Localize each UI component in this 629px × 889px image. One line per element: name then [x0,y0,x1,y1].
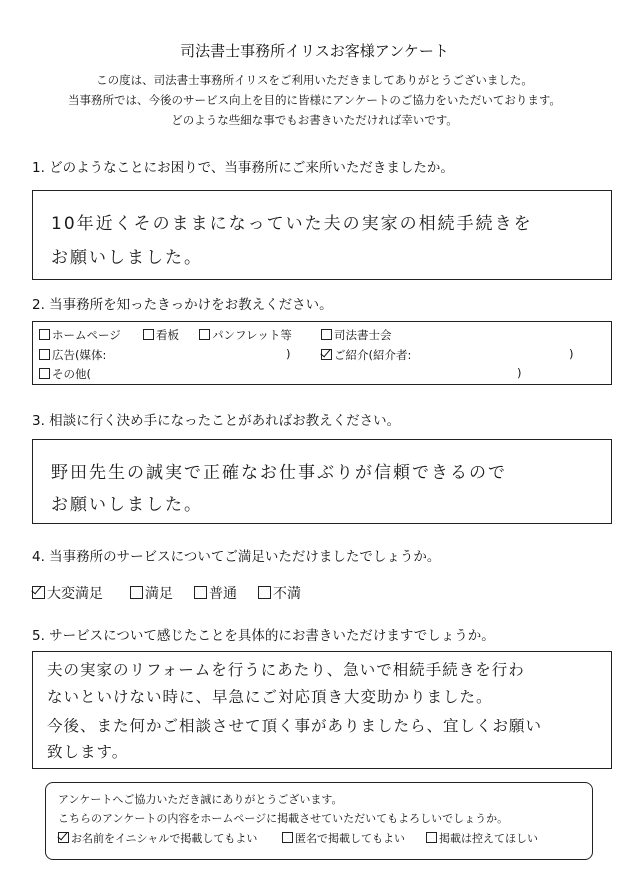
answer-box-1 [32,190,612,280]
intro-line-2: 当事務所では、今後のサービス向上を目的に皆様にアンケートのご協力をいただいております。 [68,93,561,107]
answer-box-5 [32,651,612,769]
footer-request: こちらのアンケートの内容をホームページに掲載させていただいてもよろしいでしょうか。 [58,812,509,825]
question-4: 4. 当事務所のサービスについてご満足いただけましたでしょうか。 [32,549,441,565]
option-signboard[interactable] [143,327,179,343]
satisfaction-unsatisfied[interactable] [258,583,301,603]
consent-anonymous-label: 匿名で掲載してもよい [295,832,405,845]
consent-decline-label: 掲載は控えてほしい [439,832,538,845]
checkbox-other[interactable] [39,368,50,379]
question-2: 2. 当事務所を知ったきっかけをお教えください。 [32,297,333,313]
satisfaction-normal-label: 普通 [209,586,237,602]
survey-title: 司法書士事務所イリスお客様アンケート [180,42,449,60]
referral-close-paren: ) [569,347,574,361]
answer-5-line-4: 致します。 [47,743,129,761]
intro-line-3: どのような些細な事でもお書きいただければ幸いです。 [171,113,458,127]
checkbox-homepage[interactable] [39,329,50,340]
option-association[interactable] [321,327,392,343]
option-pamphlet-label: パンフレット等 [212,328,292,342]
checkbox-very-satisfied[interactable] [32,586,45,599]
consent-anonymous[interactable] [282,830,405,846]
option-other[interactable] [39,366,91,382]
checkbox-pamphlet[interactable] [199,329,210,340]
ad-close-paren: ) [286,347,291,361]
option-association-label: 司法書士会 [334,328,392,342]
satisfaction-normal[interactable] [194,583,237,603]
option-homepage-label: ホームページ [52,328,121,342]
checkbox-satisfied[interactable] [130,586,143,599]
checkbox-normal[interactable] [194,586,207,599]
question-3: 3. 相談に行く決め手になったことがあればお教えください。 [32,413,401,429]
checkbox-ad[interactable] [39,349,50,360]
satisfaction-unsatisfied-label: 不満 [273,586,301,602]
question-1: 1. どのようなことにお困りで、当事務所にご来所いただきましたか。 [32,160,454,176]
option-referral[interactable] [321,347,411,363]
option-homepage[interactable] [39,327,121,343]
option-referral-label: ご紹介(紹介者: [334,348,412,362]
option-other-label: その他( [52,367,91,381]
checkbox-consent-decline[interactable] [426,832,437,843]
answer-1-line-2: お願いしました。 [51,248,203,268]
answer-box-3 [32,439,612,524]
other-close-paren: ) [517,366,522,380]
option-ad[interactable] [39,347,106,363]
option-ad-label: 広告(媒体: [52,348,107,362]
checkbox-referral[interactable] [321,349,332,360]
satisfaction-satisfied-label: 満足 [145,586,173,602]
answer-5-line-2: ないといけない時に、早急にご対応頂き大変助かりました。 [47,688,493,706]
answer-3-line-2: お願いしました。 [51,495,203,515]
option-signboard-label: 看板 [156,328,179,342]
checkbox-unsatisfied[interactable] [258,586,271,599]
checkbox-consent-anonymous[interactable] [282,832,293,843]
satisfaction-very[interactable] [32,583,103,603]
footer-thanks: アンケートへご協力いただき誠にありがとうございます。 [58,793,343,806]
checkbox-consent-initials[interactable] [58,832,69,843]
intro-line-1: この度は、司法書士事務所イリスをご利用いただきましてありがとうございました。 [96,73,533,87]
answer-1-line-1: 10年近くそのままになっていた夫の実家の相続手続きを [51,214,533,234]
satisfaction-satisfied[interactable] [130,583,173,603]
source-options-box [32,321,612,385]
option-pamphlet[interactable] [199,327,292,343]
checkbox-signboard[interactable] [143,329,154,340]
question-5: 5. サービスについて感じたことを具体的にお書きいただけますでしょうか。 [32,628,495,644]
satisfaction-very-label: 大変満足 [47,586,103,602]
answer-5-line-1: 夫の実家のリフォームを行うにあたり、急いで相続手続きを行わ [47,661,525,679]
publication-consent-box [45,782,593,860]
consent-decline[interactable] [426,830,538,846]
answer-5-line-3: 今後、また何かご相談させて頂く事がありましたら、宜しくお願い [47,717,543,735]
consent-initials[interactable] [58,830,257,846]
answer-3-line-1: 野田先生の誠実で正確なお仕事ぶりが信頼できるので [51,463,507,483]
checkbox-association[interactable] [321,329,332,340]
consent-initials-label: お名前をイニシャルで掲載してもよい [71,832,258,845]
